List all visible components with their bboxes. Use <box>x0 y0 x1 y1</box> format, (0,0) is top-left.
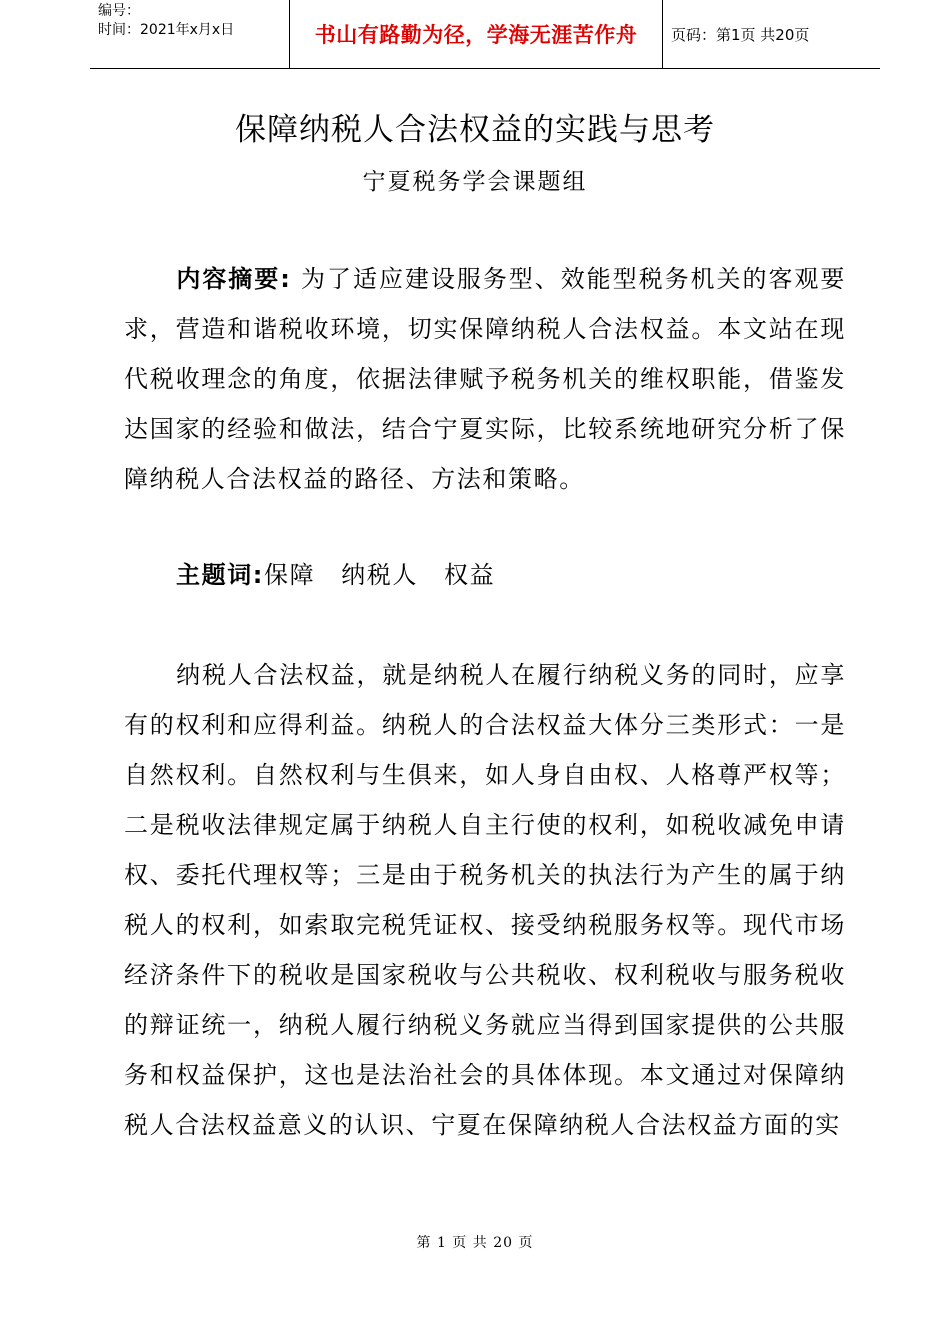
keyword-item: 保障 <box>264 561 316 589</box>
page-header <box>90 0 880 69</box>
abstract-text: 为了适应建设服务型、效能型税务机关的客观要求，营造和谐税收环境，切实保障纳税人合法权益。本文站在现代税收理念的角度，依据法律赋予税务机关的维权职能，借鉴发达国家的经验和做法，结合宁夏实际，比较系统地研究分析了保障纳税人合法权益的路径、方法和策略。 <box>124 265 846 493</box>
abstract-paragraph <box>124 254 846 504</box>
motto-text: 书山有路勤为径，学海无涯苦作舟 <box>314 23 638 47</box>
keyword-item: 纳税人 <box>341 561 419 589</box>
header-meta <box>90 0 290 68</box>
page-footer: 第 1 页 共 20 页 <box>416 1235 534 1251</box>
page-info-text: 页码：第1页 共20页 <box>671 25 810 44</box>
header-page-info <box>663 0 880 68</box>
document-author: 宁夏税务学会课题组 <box>362 169 588 195</box>
keywords-label: 主题词: <box>176 561 264 589</box>
body-paragraph <box>124 650 846 1150</box>
abstract-label: 内容摘要: <box>176 265 292 293</box>
keyword-item: 权益 <box>444 561 496 589</box>
keywords-paragraph <box>124 550 846 600</box>
header-motto-cell <box>290 0 663 68</box>
body-text: 纳税人合法权益，就是纳税人在履行纳税义务的同时，应享有的权利和应得利益。纳税人的合法权益大体分三类形式：一是自然权利。自然权利与生俱来，如人身自由权、人格尊严权等；二是税收法律规定属于纳税人自主行使的权利，如税收减免申请权、委托代理权等；三是由于税务机关的执法行为产生的属于纳税人的权利，如索取完税凭证权、接受纳税服务权等。现代市场经济条件下的税收是国家税收与公共税收、权利税收与服务税收的辩证统一，纳税人履行纳税义务就应当得到国家提供的公共服务和权益保护，这也是法治社会的具体体现。本文通过对保障纳税人合法权益意义的认识、宁夏在保障纳税人合法权益方面的实 <box>124 661 846 1139</box>
document-title: 保障纳税人合法权益的实践与思考 <box>235 112 715 148</box>
time-label: 时间：2021年x月x日 <box>98 22 235 38</box>
number-label: 编号： <box>98 3 140 19</box>
